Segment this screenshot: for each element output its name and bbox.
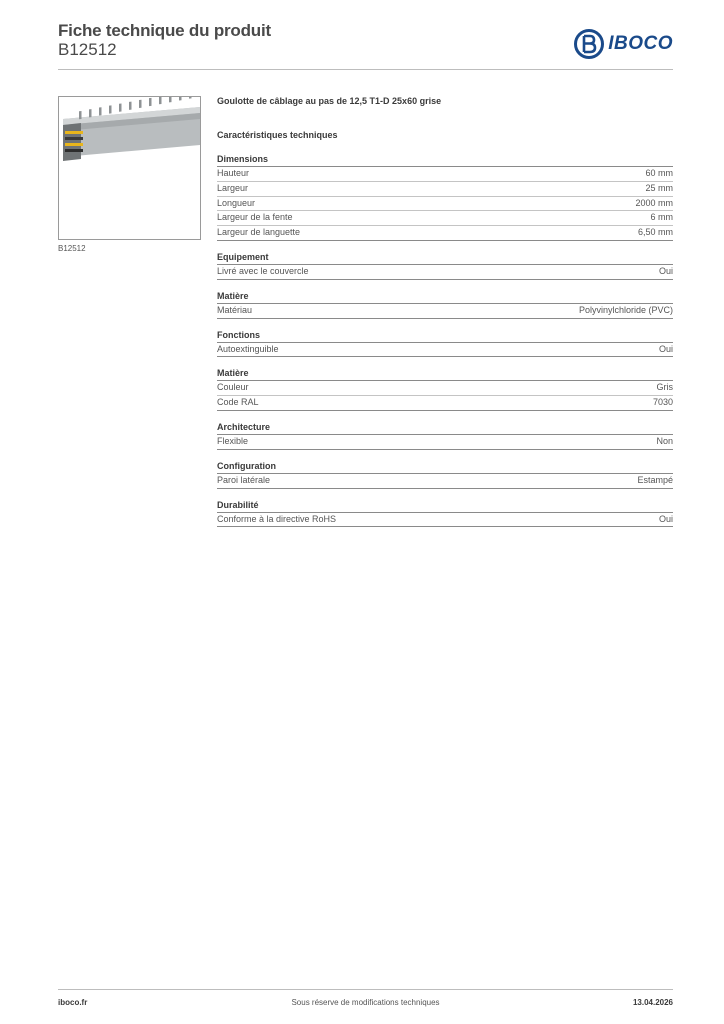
spec-group-matiere-couleur	[217, 368, 673, 411]
spec-value: 60 mm	[645, 168, 673, 178]
spec-value: Gris	[656, 382, 673, 393]
footer-date: 13.04.2026	[632, 998, 673, 1007]
spec-label: Largeur	[217, 182, 249, 193]
cable-duct-illustration	[59, 97, 200, 239]
spec-value: Estampé	[637, 474, 673, 485]
document-footer	[58, 998, 673, 1010]
group-title: Fonctions	[217, 330, 673, 343]
spec-value: Oui	[658, 513, 673, 524]
spec-row	[217, 513, 673, 528]
document-header	[58, 21, 673, 69]
spec-label: Livré avec le couvercle	[217, 265, 309, 276]
spec-value: Polyvinylchloride (PVC)	[578, 304, 673, 315]
spec-row	[217, 182, 673, 197]
group-title: Configuration	[217, 461, 673, 474]
spec-row	[217, 474, 673, 489]
spec-group-dimensions	[217, 154, 673, 241]
spec-value: 2000 mm	[635, 197, 673, 208]
spec-group-equipement	[217, 252, 673, 280]
spec-group-configuration	[217, 461, 673, 489]
spec-row	[217, 211, 673, 226]
spec-value: Non	[656, 435, 673, 446]
spec-row	[217, 435, 673, 450]
spec-label: Code RAL	[217, 397, 259, 408]
group-title: Equipement	[217, 252, 673, 265]
spec-label: Matériau	[217, 304, 253, 315]
footer-disclaimer: Sous réserve de modifications techniques	[291, 998, 440, 1007]
spec-row	[217, 381, 673, 396]
iboco-logo	[574, 29, 673, 59]
group-title: Durabilité	[217, 500, 673, 513]
spec-group-matiere	[217, 291, 673, 319]
spec-row	[217, 396, 673, 411]
spec-value: Oui	[658, 343, 673, 354]
group-title: Matière	[217, 291, 673, 304]
spec-group-architecture	[217, 422, 673, 450]
iboco-logo-icon	[574, 29, 604, 59]
spec-row	[217, 167, 673, 182]
spec-value: 25 mm	[645, 182, 673, 193]
group-title: Dimensions	[217, 154, 673, 167]
spec-row	[217, 265, 673, 280]
spec-label: Autoextinguible	[217, 343, 279, 354]
product-name: Goulotte de câblage au pas de 12,5 T1-D 25x60 grise	[217, 96, 442, 106]
spec-value: 7030	[652, 397, 673, 408]
spec-value: 6,50 mm	[637, 227, 673, 238]
spec-value: Oui	[658, 265, 673, 276]
footer-divider	[58, 989, 673, 990]
spec-label: Hauteur	[217, 168, 250, 178]
spec-label: Longueur	[217, 197, 256, 208]
spec-row	[217, 226, 673, 241]
logo-wordmark: IBOCO	[608, 33, 673, 54]
spec-heading: Caractéristiques techniques	[217, 130, 338, 140]
spec-row	[217, 343, 673, 358]
group-title: Matière	[217, 368, 673, 381]
spec-label: Conforme à la directive RoHS	[217, 513, 337, 524]
product-code: B12512	[58, 40, 117, 59]
spec-label: Couleur	[217, 382, 249, 393]
footer-website-link[interactable]: iboco.fr	[58, 998, 88, 1007]
spec-label: Paroi latérale	[217, 474, 271, 485]
image-caption: B12512	[58, 244, 86, 253]
group-title: Architecture	[217, 422, 673, 435]
spec-group-durabilite	[217, 500, 673, 528]
spec-row	[217, 197, 673, 212]
header-divider	[58, 69, 673, 70]
spec-content	[217, 96, 673, 527]
product-image	[58, 96, 201, 240]
spec-group-fonctions	[217, 330, 673, 358]
spec-label: Largeur de la fente	[217, 212, 293, 223]
spec-label: Flexible	[217, 435, 249, 446]
spec-row	[217, 304, 673, 319]
document-title: Fiche technique du produit	[58, 21, 271, 40]
spec-label: Largeur de languette	[217, 227, 301, 238]
spec-value: 6 mm	[650, 212, 673, 223]
